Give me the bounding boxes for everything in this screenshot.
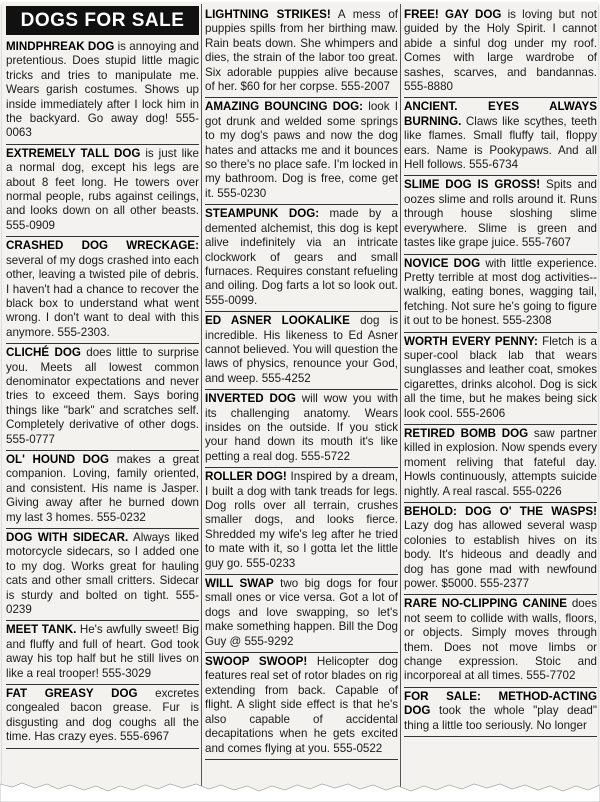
torn-paper-edge [0,778,600,802]
ad-headline: BEHOLD: DOG O' THE WASPS! [404,505,597,518]
ad-body: several of my dogs crashed into each other, leaving a twisted pile of debris. I haven't had a chance to recover the black box to understand what went wrong. I don't want to deal with this anymore. 555-2303. [6,253,199,339]
ad-body: dog is incredible. His likeness to Ed Asner cannot believed. You will question the laws of physics, renounce your God, and weep. 555-4252 [205,314,398,385]
ad-headline: ROLLER DOG! [205,470,287,484]
ad-body: Claws like scythes, teeth like flames. Small fluffy tail, floppy ears. Name is Pookypaws. And all Hell follows. 555-6734 [404,114,597,172]
masthead: DOGS FOR SALE [6,6,199,35]
ad-headline: RARE NO-CLIPPING CANINE [404,597,567,611]
classified-ad [404,688,597,737]
classified-ad [404,176,597,254]
ad-body: saw partner killed in explosion. Now spends every moment reliving that fateful day. Howls continuously, attempts suicide nightly. A real rascal. 555-0226 [404,426,597,498]
ad-headline: CLICHÉ DOG [6,346,81,360]
ad-body: with little experience. Pretty terrible at most dog activities-- walking, eating bones, wagging tail, fetching. Not sure he's going to figure it out to be honest. 555-2308 [404,256,597,328]
ad-headline: DOG WITH SIDECAR. [6,531,129,544]
classified-ad [404,255,597,333]
classified-ad [404,425,597,503]
classified-ad [6,38,199,145]
ad-headline: EXTREMELY TALL DOG [6,146,141,160]
ad-body: A mess of puppies spills from her birthing maw. Rain beats down. She whimpers and dies, the strain of the labor too great. Six adorable puppies alive because of her. $60 for her corpse. 555-2007 [205,8,398,94]
classified-ad [6,685,199,749]
classified-ad [205,575,398,653]
ad-headline: INVERTED DOG [205,392,296,406]
ad-headline: WORTH EVERY PENNY: [404,334,538,348]
classified-ad [6,529,199,621]
column-2 [205,6,398,792]
ad-headline: RETIRED BOMB DOG [404,426,529,440]
ad-body: Helicopter dog features real set of rotor blades on rig extending from back. Capable of flight. A slight side effect is that he's also capable of accidental decapitations when he gets excited and comes flying at you. 555-0522 [205,655,398,755]
ad-headline: FREE! GAY DOG [404,8,502,21]
ad-body: Fletch is a super-cool black lab that wears sunglasses and leather coat, smokes cigarettes, drinks alcohol. Dog is sick all the time, but he makes being sick look cool. 555-2606 [404,334,597,420]
column-3 [404,6,597,792]
ad-body: will wow you with its challenging anatomy. Wears insides on the outside. If you stick your hand down its mouth it's like petting a real dog. 555-5722 [205,392,398,463]
ad-body: does not seem to collide with walls, floors, or objects. Simply moves through them. Does not move limbs or change expression. Stoic and incorporeal at all times. 555-7702 [404,597,597,683]
classified-ad [6,344,199,451]
ad-headline: STEAMPUNK DOG: [205,207,320,221]
ad-headline: FOR SALE: METHOD-ACTING DOG [404,689,597,718]
classified-ad [205,468,398,575]
ad-headline: MINDPHREAK DOG [6,40,115,53]
ad-headline: LIGHTNING STRIKES! [205,8,331,21]
classified-ad [404,333,597,425]
ad-body: look I got drunk and welded some springs to my dog's paws and now the dog hates and attacks me and it bounces so there's no place safe. I'm locked in my bathroom. Dog is free, come get it. 555-0230 [205,100,398,200]
ad-body: makes a great companion. Loving, family oriented, and consistent. His name is Jasper. Giving away after he burned down my last 3 homes. 555-0232 [6,452,199,524]
ad-headline: OL' HOUND DOG [6,452,110,466]
ad-headline: ANCIENT. EYES ALWAYS BURNING. [404,100,597,128]
ad-headline: NOVICE DOG [404,256,481,270]
ad-headline: AMAZING BOUNCING DOG: [205,100,363,114]
ad-headline: CRASHED DOG WRECKAGE: [6,239,199,253]
ad-body: He's awfully sweet! Big and fluffy and full of heart. God took away his top half but he still lives on like a real trooper! 555-3029 [6,623,199,680]
ad-body: is loving but not guided by the Holy Spirit. I cannot abide a sinful dog under my roof. Comes with large wardrobe of sashes, scarves, and bandannas. 555-8880 [404,8,597,94]
classified-ad [205,312,398,390]
ad-body: two big dogs for four small ones or vice versa. Got a lot of dogs and love swapping, so let's make something happen. Bill the Dog Guy @ 555-9292 [205,577,398,648]
classified-ad [6,237,199,344]
ad-headline: FAT GREASY DOG [6,687,138,701]
classified-ad [404,98,597,176]
ad-headline: WILL SWAP [205,577,274,591]
ad-body: is just like a normal dog, except his legs are about 8 feet long. He towers over normal people, rubs against ceilings, and looks down on all other beasts. 555-0909 [6,146,199,232]
newspaper-page [2,2,598,792]
ad-headline: MEET TANK. [6,623,77,637]
classified-ad [205,6,398,98]
ad-body: made by a demented alchemist, this dog is kept alive indefinitely via an intricate clockwork of gears and small furnaces. Requires constant refueling and oiling. Dog farts a lot so look out. 555-0099. [205,207,398,307]
ad-body: Always liked motorcycle sidecars, so I added one to my dog. Works great for hauling cats and other small critters. Sidecar is sturdy and bolted on tight. 555-0239 [6,531,199,617]
ad-headline: SWOOP SWOOP! [205,655,308,669]
classified-ad [205,98,398,205]
classified-ad [404,595,597,687]
column-divider [201,4,202,792]
classified-ad [205,205,398,312]
ad-headline: ED ASNER LOOKALIKE [205,314,350,328]
ad-body: took the whole "play dead" thing a little too seriously. No longer [404,704,597,732]
column-divider [400,4,401,792]
classified-ad [205,653,398,760]
ad-body: is annoying and pretentious. Does stupid little magic tricks and tries to manipulate me. Wears garish costumes. Shows up inside immediately after I lock him in the backyard. Go away dog! 555-0063 [6,40,199,140]
ad-body: Spits and oozes slime and rolls around it. Runs through house sloshing slime everywhere. Slime is green and tastes like grape juice. 555-7607 [404,178,597,250]
ad-body: does little to surprise you. Meets all lowest common denominator expectations and never tries to exceed them. Says boring things like "bark" and scratches self. Completely derivative of other dogs. 555-0777 [6,346,199,446]
ad-headline: SLIME DOG IS GROSS! [404,178,541,192]
classified-ad [6,145,199,237]
classified-ad [6,451,199,529]
column-1 [6,6,199,792]
ad-body: Lazy dog has allowed several wasp colonies to establish hives on its body. It's hideous and deadly and dog has gone mad with newfound power. $5000. 555-2377 [404,519,597,591]
ad-body: excretes congealed bacon grease. Fur is disgusting and dog coughs all the time. Has crazy eyes. 555-6967 [6,687,199,744]
ad-body: Inspired by a dream, I built a dog with tank treads for legs. Dog rolls over all terrain, crushes smaller dogs, and looks fierce. Shredded my wife's leg after he tried to mate with it, so I gotta let the little guy go. 555-0233 [205,470,398,570]
classified-ad [6,621,199,685]
classified-ad [404,503,597,595]
classified-ad [205,390,398,468]
classified-ad [404,6,597,98]
